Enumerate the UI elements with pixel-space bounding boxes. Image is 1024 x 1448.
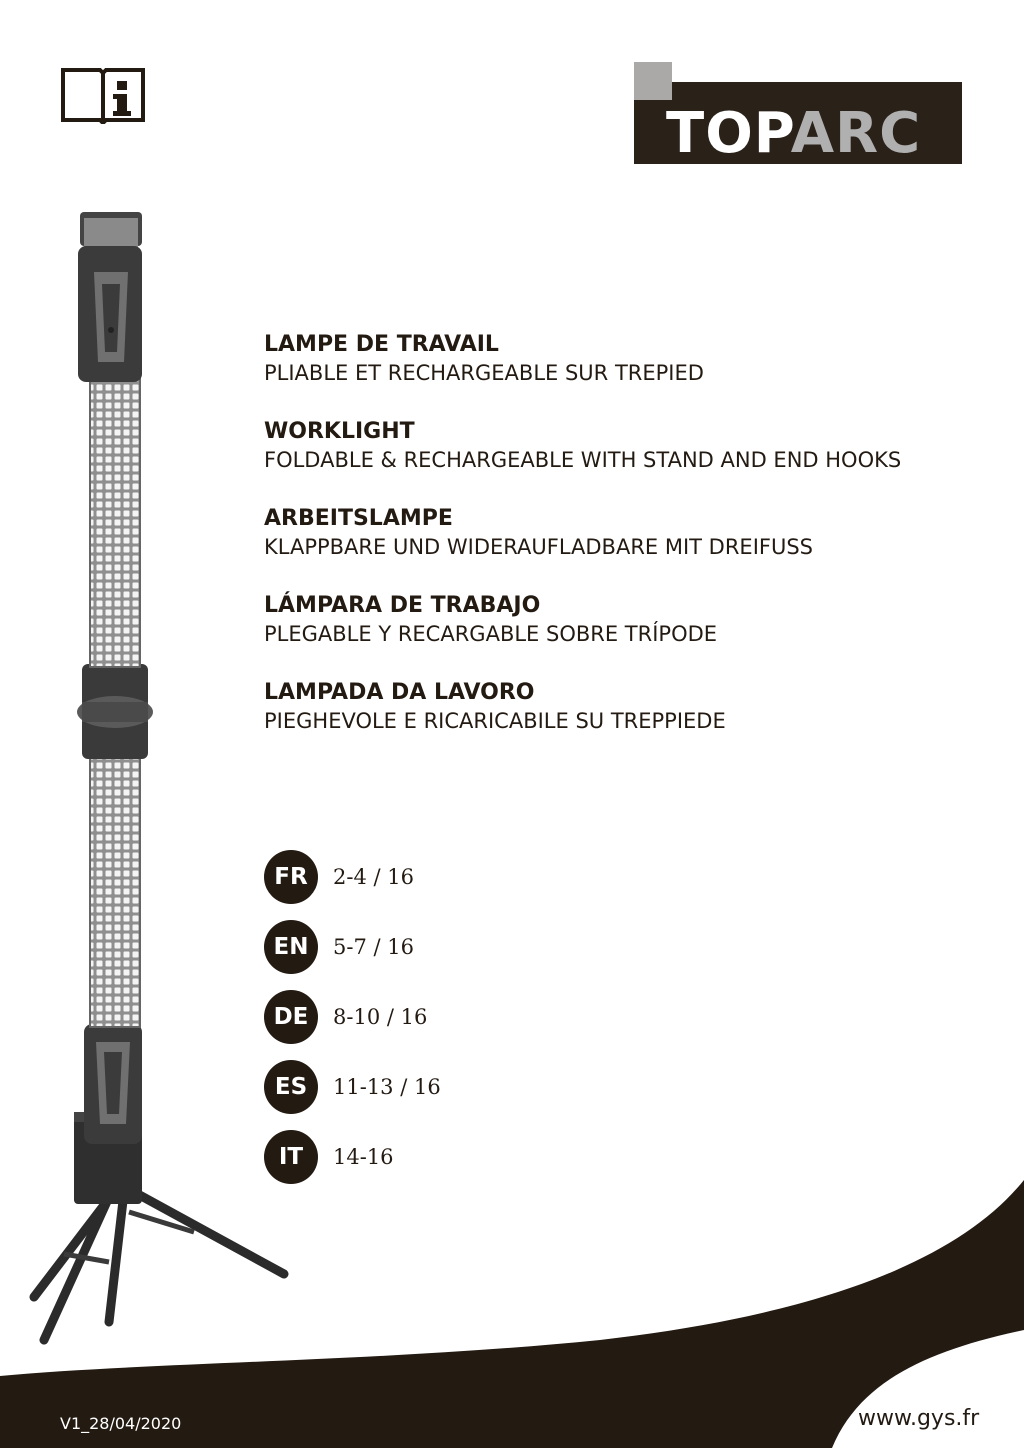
language-index [264, 842, 441, 1192]
lang-pages: 14-16 [333, 1145, 394, 1169]
title-fr: LAMPE DE TRAVAIL [264, 332, 499, 357]
subtitle-en: FOLDABLE & RECHARGEABLE WITH STAND AND END HOOKS [264, 448, 902, 472]
website-link[interactable]: www.gys.fr [858, 1406, 980, 1431]
lang-pages: 2-4 / 16 [333, 865, 414, 889]
lang-pages: 11-13 / 16 [333, 1075, 441, 1099]
lang-row-de[interactable] [264, 982, 441, 1052]
title-it: LAMPADA DA LAVORO [264, 680, 535, 705]
subtitle-it: PIEGHEVOLE E RICARICABILE SU TREPPIEDE [264, 709, 726, 733]
title-de: ARBEITSLAMPE [264, 506, 453, 531]
lang-badge: IT [264, 1130, 318, 1184]
lang-row-en[interactable] [264, 912, 441, 982]
lang-badge: ES [264, 1060, 318, 1114]
subtitle-fr: PLIABLE ET RECHARGEABLE SUR TREPIED [264, 361, 704, 385]
lang-pages: 8-10 / 16 [333, 1005, 428, 1029]
title-block-fr [264, 330, 984, 388]
lang-pages: 5-7 / 16 [333, 935, 414, 959]
title-block-de [264, 504, 984, 562]
toparc-logo: TOPARC [634, 62, 964, 164]
title-block-it [264, 678, 984, 736]
manual-info-icon [60, 66, 146, 124]
title-list [264, 330, 984, 765]
lang-row-fr[interactable] [264, 842, 441, 912]
title-block-en [264, 417, 984, 475]
lang-badge: DE [264, 990, 318, 1044]
footer-wave [0, 1150, 1024, 1448]
lang-badge: EN [264, 920, 318, 974]
lang-badge: FR [264, 850, 318, 904]
version-label: V1_28/04/2020 [60, 1414, 182, 1433]
title-block-es [264, 591, 984, 649]
title-es: LÁMPARA DE TRABAJO [264, 593, 541, 618]
subtitle-es: PLEGABLE Y RECARGABLE SOBRE TRÍPODE [264, 622, 718, 646]
lang-row-es[interactable] [264, 1052, 441, 1122]
title-en: WORKLIGHT [264, 419, 415, 444]
subtitle-de: KLAPPBARE UND WIDERAUFLADBARE MIT DREIFUSS [264, 535, 814, 559]
